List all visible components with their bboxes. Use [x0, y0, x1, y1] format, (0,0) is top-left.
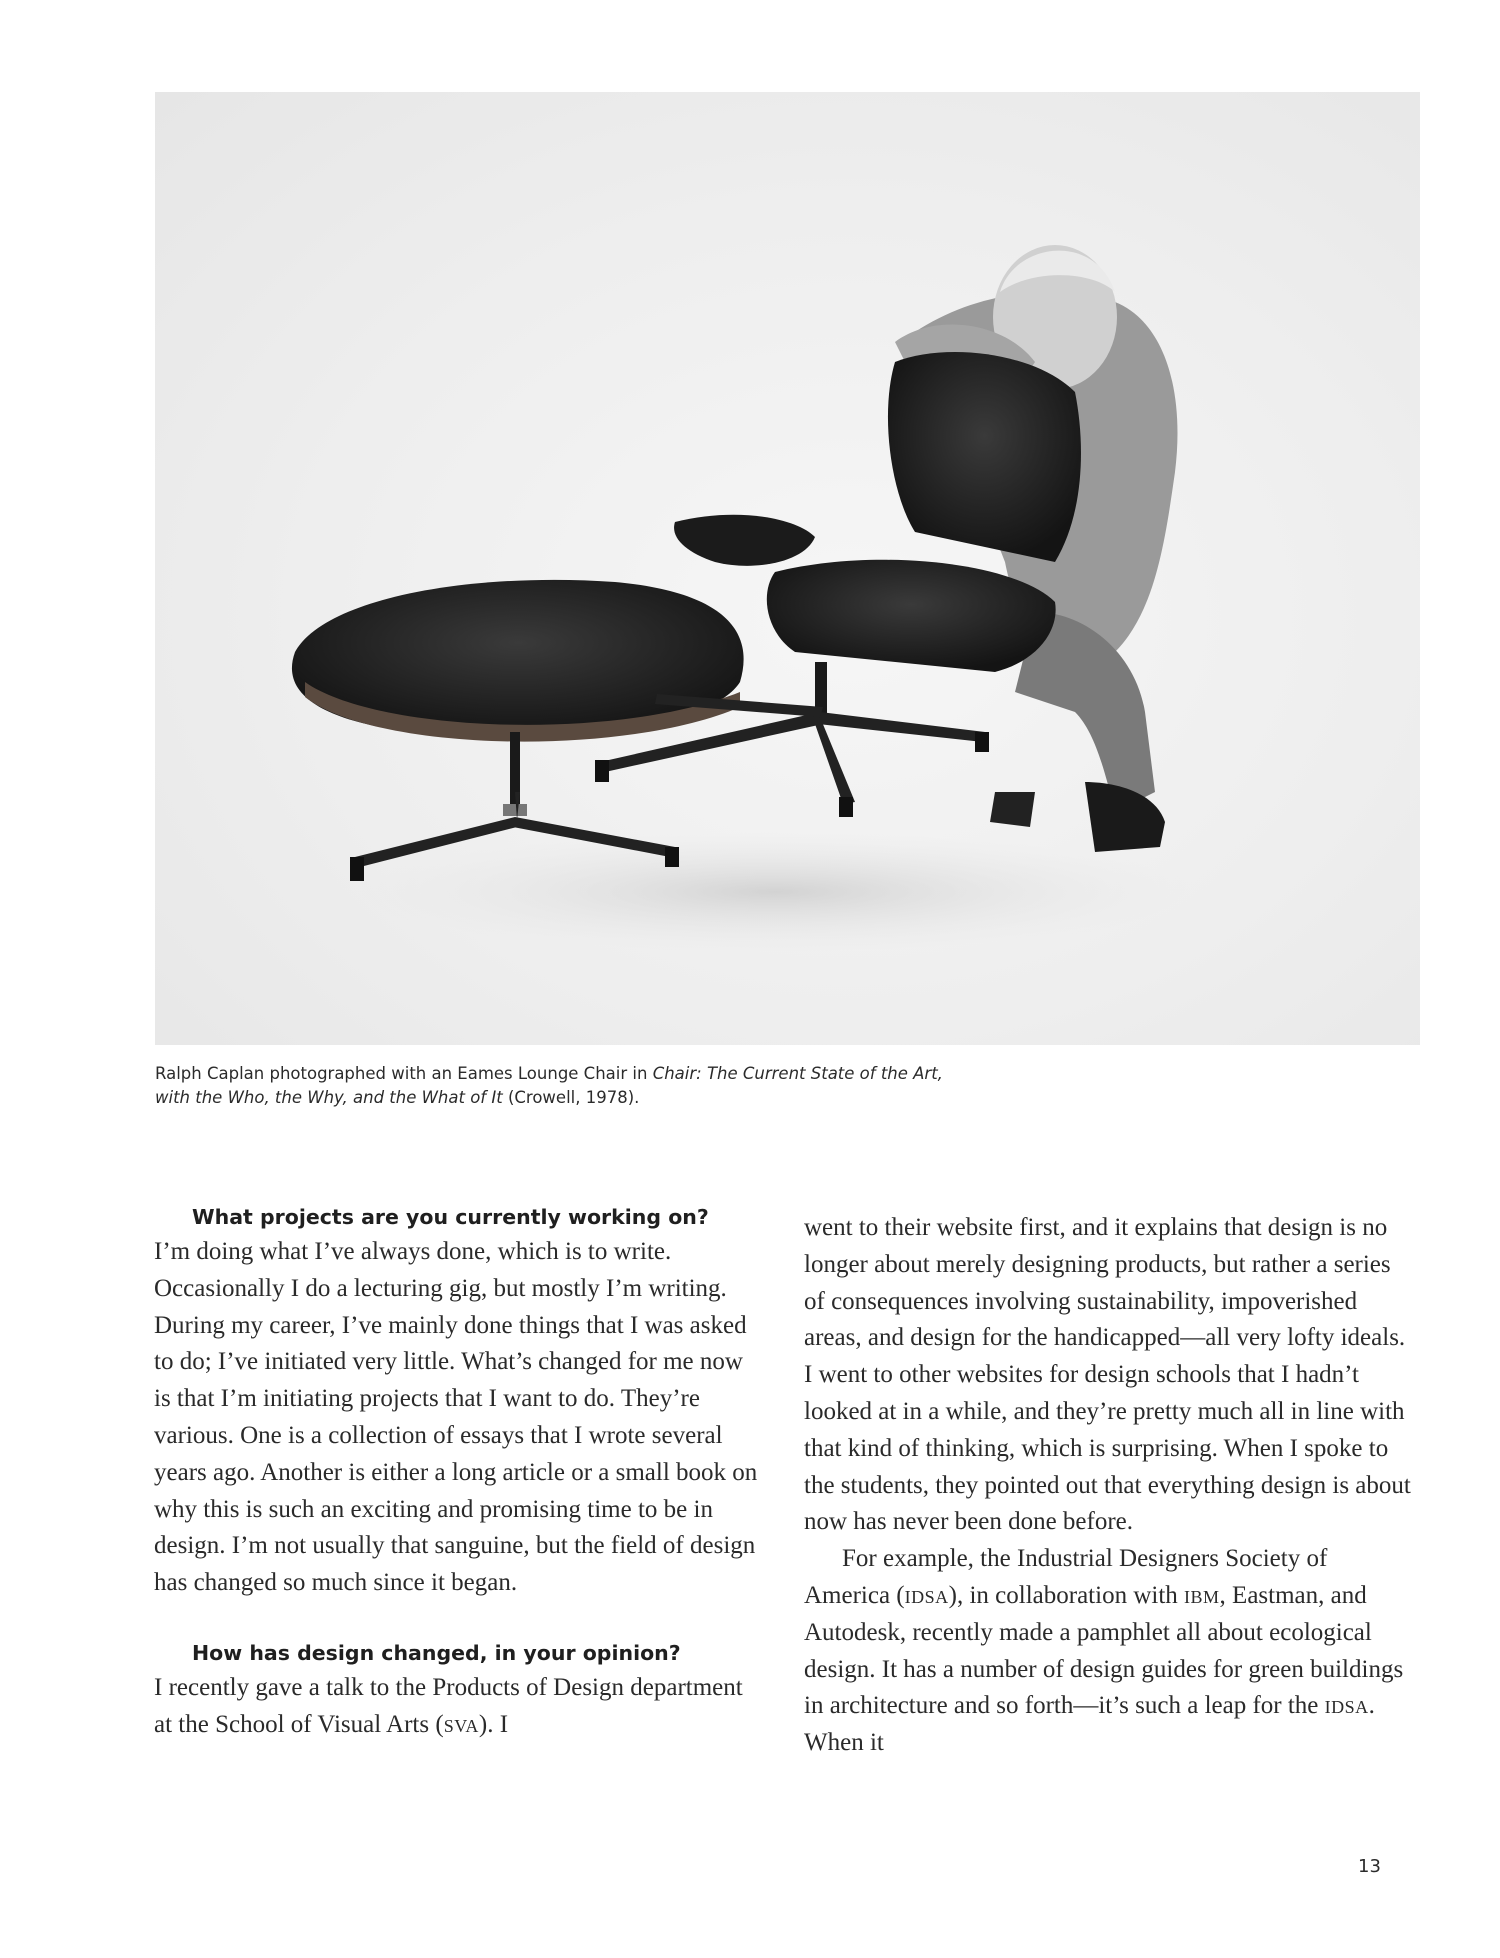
caption-line-1: Ralph Caplan photographed with an Eames Lounge Chair in Chair: The Current State of the Art,: [155, 1064, 943, 1083]
answer-design-changed-start: I recently gave a talk to the Products of Design department at the School of Visual Arts (sva). I: [154, 1673, 743, 1738]
right-column: [804, 1210, 1414, 1762]
answer-current-projects: I’m doing what I’ve always done, which is to write. Occasionally I do a lecturing gig, but mostly I’m writing. During my career, I’ve mainly done things that I was asked to do; I’ve initiated very little. What’s changed for me now is that I’m initiating projects that I want to do. They’re various. One is a collection of essays that I wrote several years ago. Another is either a long article or a small book on why this is such an exciting and promising time to be in design. I’m not usually that sanguine, but the field of design has changed so much since it began.: [154, 1238, 758, 1597]
photo-caption: [155, 1062, 1155, 1110]
answer-design-changed-continued: went to their website first, and it explains that design is no longer about merely designing products, but rather a series of consequences involving sustainability, impoverished areas, and design for the handicapped—all very lofty ideals. I went to other websites for design schools that I hadn’t looked at in a while, and they’re pretty much all in line with that kind of thinking, which is surprising. When I spoke to the students, they pointed out that everything design is about now has never been done before.: [804, 1214, 1411, 1536]
left-column: [154, 1200, 764, 1744]
caption-line-2: with the Who, the Why, and the What of It (Crowell, 1978).: [155, 1088, 640, 1107]
paragraph-idsa-example: For example, the Industrial Designers Society of America (idsa), in collaboration with ibm, Eastman, and Autodesk, recently made a pamphlet all about ecological design. It has a number of design guides for green buildings in architecture and so forth—it’s such a leap for the idsa. When it: [804, 1545, 1404, 1757]
question-current-projects: What projects are you currently working on?: [192, 1205, 709, 1229]
eames-chair-photo-illustration: [155, 92, 1420, 1045]
photograph: [155, 92, 1420, 1045]
question-design-changed: How has design changed, in your opinion?: [192, 1640, 681, 1665]
page-number: 13: [1358, 1856, 1381, 1877]
